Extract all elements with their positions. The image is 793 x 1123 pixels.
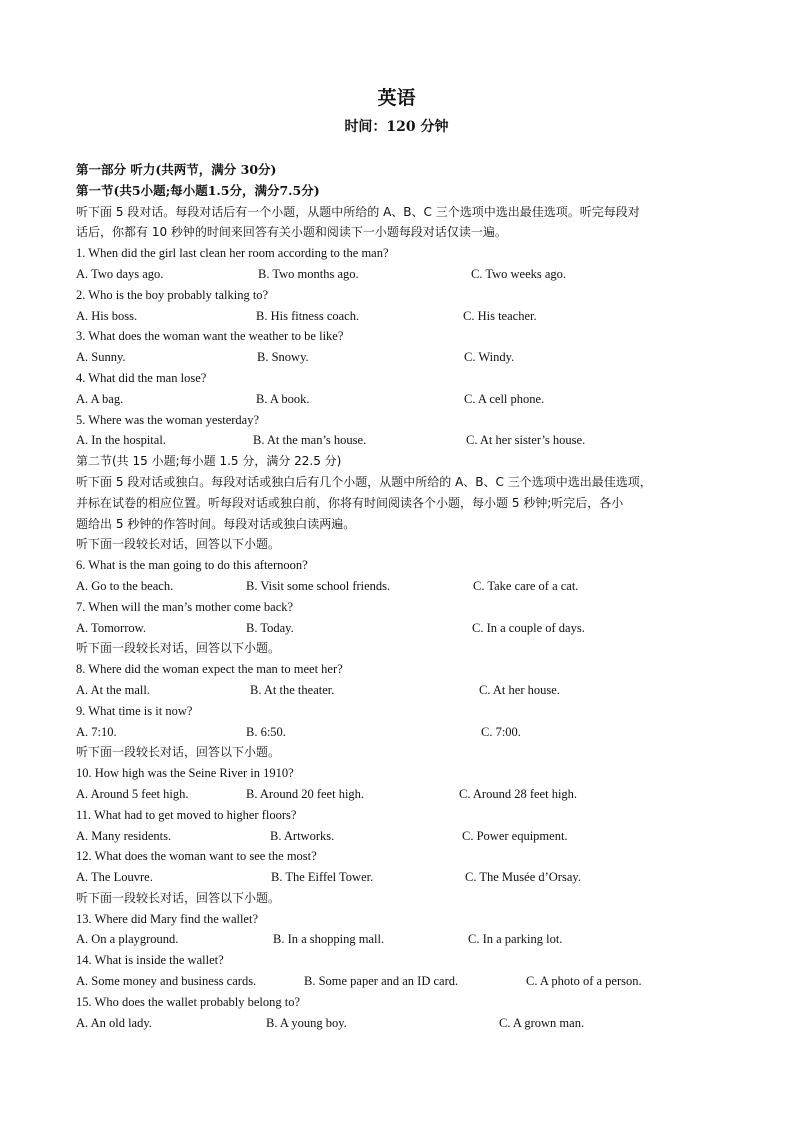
- question-13-option-a: A. On a playground.: [76, 932, 179, 947]
- question-12-option-b: B. The Eiffel Tower.: [271, 870, 374, 885]
- exam-time: 时间：120 分钟: [344, 119, 449, 135]
- question-6-option-b: B. Visit some school friends.: [246, 578, 391, 593]
- question-13-option-b: B. In a shopping mall.: [273, 932, 385, 947]
- question-6: 6. What is the man going to do this afternoon?: [76, 558, 308, 573]
- question-14-option-b: B. Some paper and an ID card.: [304, 974, 459, 989]
- page-title: 英语: [377, 87, 416, 109]
- question-12-option-a: A. The Louvre.: [76, 870, 153, 885]
- question-4-option-a: A. A bag.: [76, 391, 124, 406]
- question-13: 13. Where did Mary find the wallet?: [76, 911, 259, 926]
- question-9-option-c: C. 7:00.: [481, 724, 521, 739]
- group-note-4: 听下面一段较长对话，回答以下小题。: [76, 890, 281, 905]
- question-2: 2. Who is the boy probably talking to?: [76, 287, 269, 302]
- question-9-options: [76, 722, 726, 743]
- section2-instructions-line-3: 题给出 5 秒钟的作答时间。每段对话或独白读两遍。: [76, 516, 356, 531]
- question-5: 5. Where was the woman yesterday?: [76, 412, 260, 427]
- question-5-option-b: B. At the man’s house.: [253, 433, 367, 448]
- question-9: 9. What time is it now?: [76, 703, 193, 718]
- question-9-option-a: A. 7:10.: [76, 724, 117, 739]
- question-8: 8. Where did the woman expect the man to meet her?: [76, 662, 343, 677]
- group-note-3: 听下面一段较长对话，回答以下小题。: [76, 745, 281, 760]
- question-4-options: [76, 389, 726, 410]
- question-3-option-b: B. Snowy.: [257, 350, 309, 365]
- question-13-option-c: C. In a parking lot.: [468, 932, 563, 947]
- question-11-options: [76, 826, 726, 847]
- question-12-options: [76, 867, 726, 888]
- section1-heading: 第一节(共5小题;每小题1.5分，满分7.5分): [76, 182, 320, 198]
- question-15-options: [76, 1013, 726, 1034]
- question-12: 12. What does the woman want to see the most?: [76, 849, 317, 864]
- question-4-option-b: B. A book.: [256, 391, 310, 406]
- question-6-option-a: A. Go to the beach.: [76, 578, 174, 593]
- section1-instructions-line-1: 听下面 5 段对话。每段对话后有一个小题，从题中所给的 A、B、C 三个选项中选出最佳选项。听完每段对: [76, 204, 640, 219]
- group-note-1: 听下面一段较长对话，回答以下小题。: [76, 537, 281, 552]
- question-2-option-a: A. His boss.: [76, 308, 138, 323]
- question-14-option-c: C. A photo of a person.: [526, 974, 642, 989]
- question-7-option-b: B. Today.: [246, 620, 294, 635]
- question-10-option-c: C. Around 28 feet high.: [459, 786, 578, 801]
- question-7-option-c: C. In a couple of days.: [472, 620, 585, 635]
- question-11-option-b: B. Artworks.: [270, 828, 335, 843]
- question-4-option-c: C. A cell phone.: [464, 391, 545, 406]
- question-2-option-b: B. His fitness coach.: [256, 308, 360, 323]
- question-8-option-a: A. At the mall.: [76, 682, 150, 697]
- section1-instructions-line-2: 话后，你都有 10 秒钟的时间来回答有关小题和阅读下一小题每段对话仅读一遍。: [76, 225, 507, 240]
- question-4: 4. What did the man lose?: [76, 370, 207, 385]
- question-15: 15. Who does the wallet probably belong to?: [76, 994, 301, 1009]
- question-1-option-c: C. Two weeks ago.: [471, 266, 567, 281]
- question-9-option-b: B. 6:50.: [246, 724, 286, 739]
- question-6-option-c: C. Take care of a cat.: [473, 578, 579, 593]
- question-1-option-a: A. Two days ago.: [76, 266, 164, 281]
- question-7-option-a: A. Tomorrow.: [76, 620, 146, 635]
- section2-instructions-line-1: 听下面 5 段对话或独白。每段对话或独白后有几个小题，从题中所给的 A、B、C 三个选项中选出最佳选项，: [76, 474, 652, 489]
- question-1-option-b: B. Two months ago.: [258, 266, 359, 281]
- question-8-option-b: B. At the theater.: [250, 682, 335, 697]
- question-3-option-c: C. Windy.: [464, 350, 515, 365]
- section2-instructions-line-2: 并标在试卷的相应位置。听每段对话或独白前，你将有时间阅读各个小题，每小题 5 秒钟;听完后，各小: [76, 495, 624, 510]
- question-2-options: [76, 306, 726, 327]
- question-14-option-a: A. Some money and business cards.: [76, 974, 257, 989]
- question-5-options: [76, 430, 726, 451]
- question-8-option-c: C. At her house.: [479, 682, 560, 697]
- question-3: 3. What does the woman want the weather to be like?: [76, 329, 344, 344]
- question-1: 1. When did the girl last clean her room according to the man?: [76, 246, 389, 261]
- question-10-option-a: A. Around 5 feet high.: [76, 786, 189, 801]
- question-10-option-b: B. Around 20 feet high.: [246, 786, 365, 801]
- question-3-options: [76, 347, 726, 368]
- group-note-2: 听下面一段较长对话，回答以下小题。: [76, 641, 281, 656]
- question-12-option-c: C. The Musée d’Orsay.: [465, 870, 581, 885]
- exam-content: [76, 160, 726, 1033]
- part1-heading: 第一部分 听力(共两节，满分 30分): [76, 162, 277, 177]
- question-13-options: [76, 929, 726, 950]
- section2-heading: 第二节(共 15 小题;每小题 1.5 分，满分 22.5 分): [76, 454, 342, 469]
- question-11-option-c: C. Power equipment.: [462, 828, 568, 843]
- question-7: 7. When will the man’s mother come back?: [76, 599, 294, 614]
- question-14: 14. What is inside the wallet?: [76, 953, 224, 968]
- question-15-option-b: B. A young boy.: [266, 1015, 347, 1030]
- question-15-option-a: A. An old lady.: [76, 1015, 152, 1030]
- question-2-option-c: C. His teacher.: [463, 308, 537, 323]
- question-1-options: [76, 264, 726, 285]
- question-10: 10. How high was the Seine River in 1910?: [76, 766, 294, 781]
- question-7-options: [76, 618, 726, 639]
- question-6-options: [76, 576, 726, 597]
- question-5-option-a: A. In the hospital.: [76, 433, 166, 448]
- question-5-option-c: C. At her sister’s house.: [466, 433, 586, 448]
- question-3-option-a: A. Sunny.: [76, 350, 126, 365]
- question-11-option-a: A. Many residents.: [76, 828, 172, 843]
- question-15-option-c: C. A grown man.: [499, 1015, 585, 1030]
- question-11: 11. What had to get moved to higher floors?: [76, 807, 297, 822]
- question-10-options: [76, 784, 726, 805]
- question-8-options: [76, 680, 726, 701]
- question-14-options: [76, 971, 726, 992]
